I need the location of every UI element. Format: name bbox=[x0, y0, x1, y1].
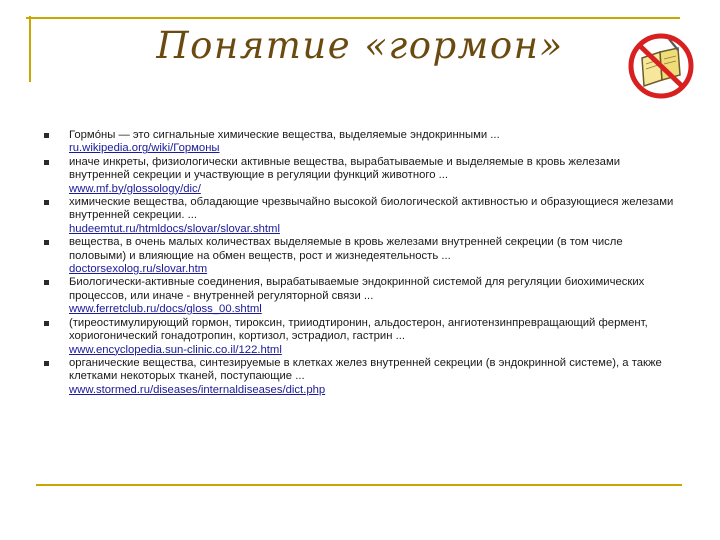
definition-text: вещества, в очень малых количествах выделяемые в кровь железами внутренней секреции (в том числе половыми) и влияющие на обмен веществ, рост и жизнедеятельность ... bbox=[69, 236, 623, 262]
definition-text: иначе инкреты, физиологически активные вещества, вырабатываемые и выделяемые в кровь железами внутренней секреции и участвующие в регуляции функций животного ... bbox=[69, 155, 621, 182]
list-item bbox=[44, 236, 674, 276]
definition-text: Гормо́ны — это сигнальные химические вещества, выделяемые эндокринными ... bbox=[69, 129, 500, 141]
bullet-icon bbox=[44, 280, 49, 285]
frame-top-line bbox=[26, 17, 680, 19]
list-item bbox=[44, 357, 674, 397]
list-item bbox=[44, 196, 674, 236]
definition-text: (тиреостимулирующий гормон, тироксин, трииодтиронин, альдостерон, ангиотензинпревращающий фермент, хориогонический гонадотропин, кортизол, эстрадиол, гастрин ... bbox=[69, 316, 648, 343]
definition-text: органические вещества, синтезируемые в клетках желез внутренней секреции (в эндокринной системе), а также клетками некоторых тканей, поступающие ... bbox=[69, 356, 662, 383]
bullet-icon bbox=[44, 240, 49, 245]
bullet-icon bbox=[44, 361, 49, 366]
source-link[interactable]: www.stormed.ru/diseases/internaldiseases/dict.php bbox=[69, 383, 326, 396]
source-link[interactable]: www.encyclopedia.sun-clinic.co.il/122.html bbox=[69, 343, 282, 356]
definitions-list bbox=[44, 129, 674, 397]
source-link[interactable]: doctorsexolog.ru/slovar.htm bbox=[69, 263, 208, 276]
list-item bbox=[44, 276, 674, 316]
source-link[interactable]: www.mf.by/glossology/dic/ bbox=[69, 182, 201, 195]
bullet-icon bbox=[44, 133, 49, 138]
bullet-icon bbox=[44, 160, 49, 165]
definition-text: Биологически-активные соединения, вырабатываемые эндокринной системой для регуляции биохимических процессов, или иначе - внутренней регуляторной связи ... bbox=[69, 276, 645, 302]
definition-text: химические вещества, обладающие чрезвычайно высокой биологической активностью и образующиеся железами внутренней секреции. ... bbox=[69, 196, 674, 222]
no-books-icon bbox=[625, 30, 697, 102]
list-item bbox=[44, 156, 674, 196]
source-link[interactable]: ru.wikipedia.org/wiki/Гормоны bbox=[69, 142, 220, 155]
source-link[interactable]: hudeemtut.ru/htmldocs/slovar/slovar.shtml bbox=[69, 222, 280, 235]
list-item bbox=[44, 129, 674, 156]
frame-bottom-line bbox=[36, 484, 682, 486]
source-link[interactable]: www.ferretclub.ru/docs/gloss_00.shtml bbox=[69, 303, 262, 316]
list-item bbox=[44, 317, 674, 357]
bullet-icon bbox=[44, 321, 49, 326]
bullet-icon bbox=[44, 200, 49, 205]
slide-title: Понятие «гормон» bbox=[156, 24, 564, 67]
